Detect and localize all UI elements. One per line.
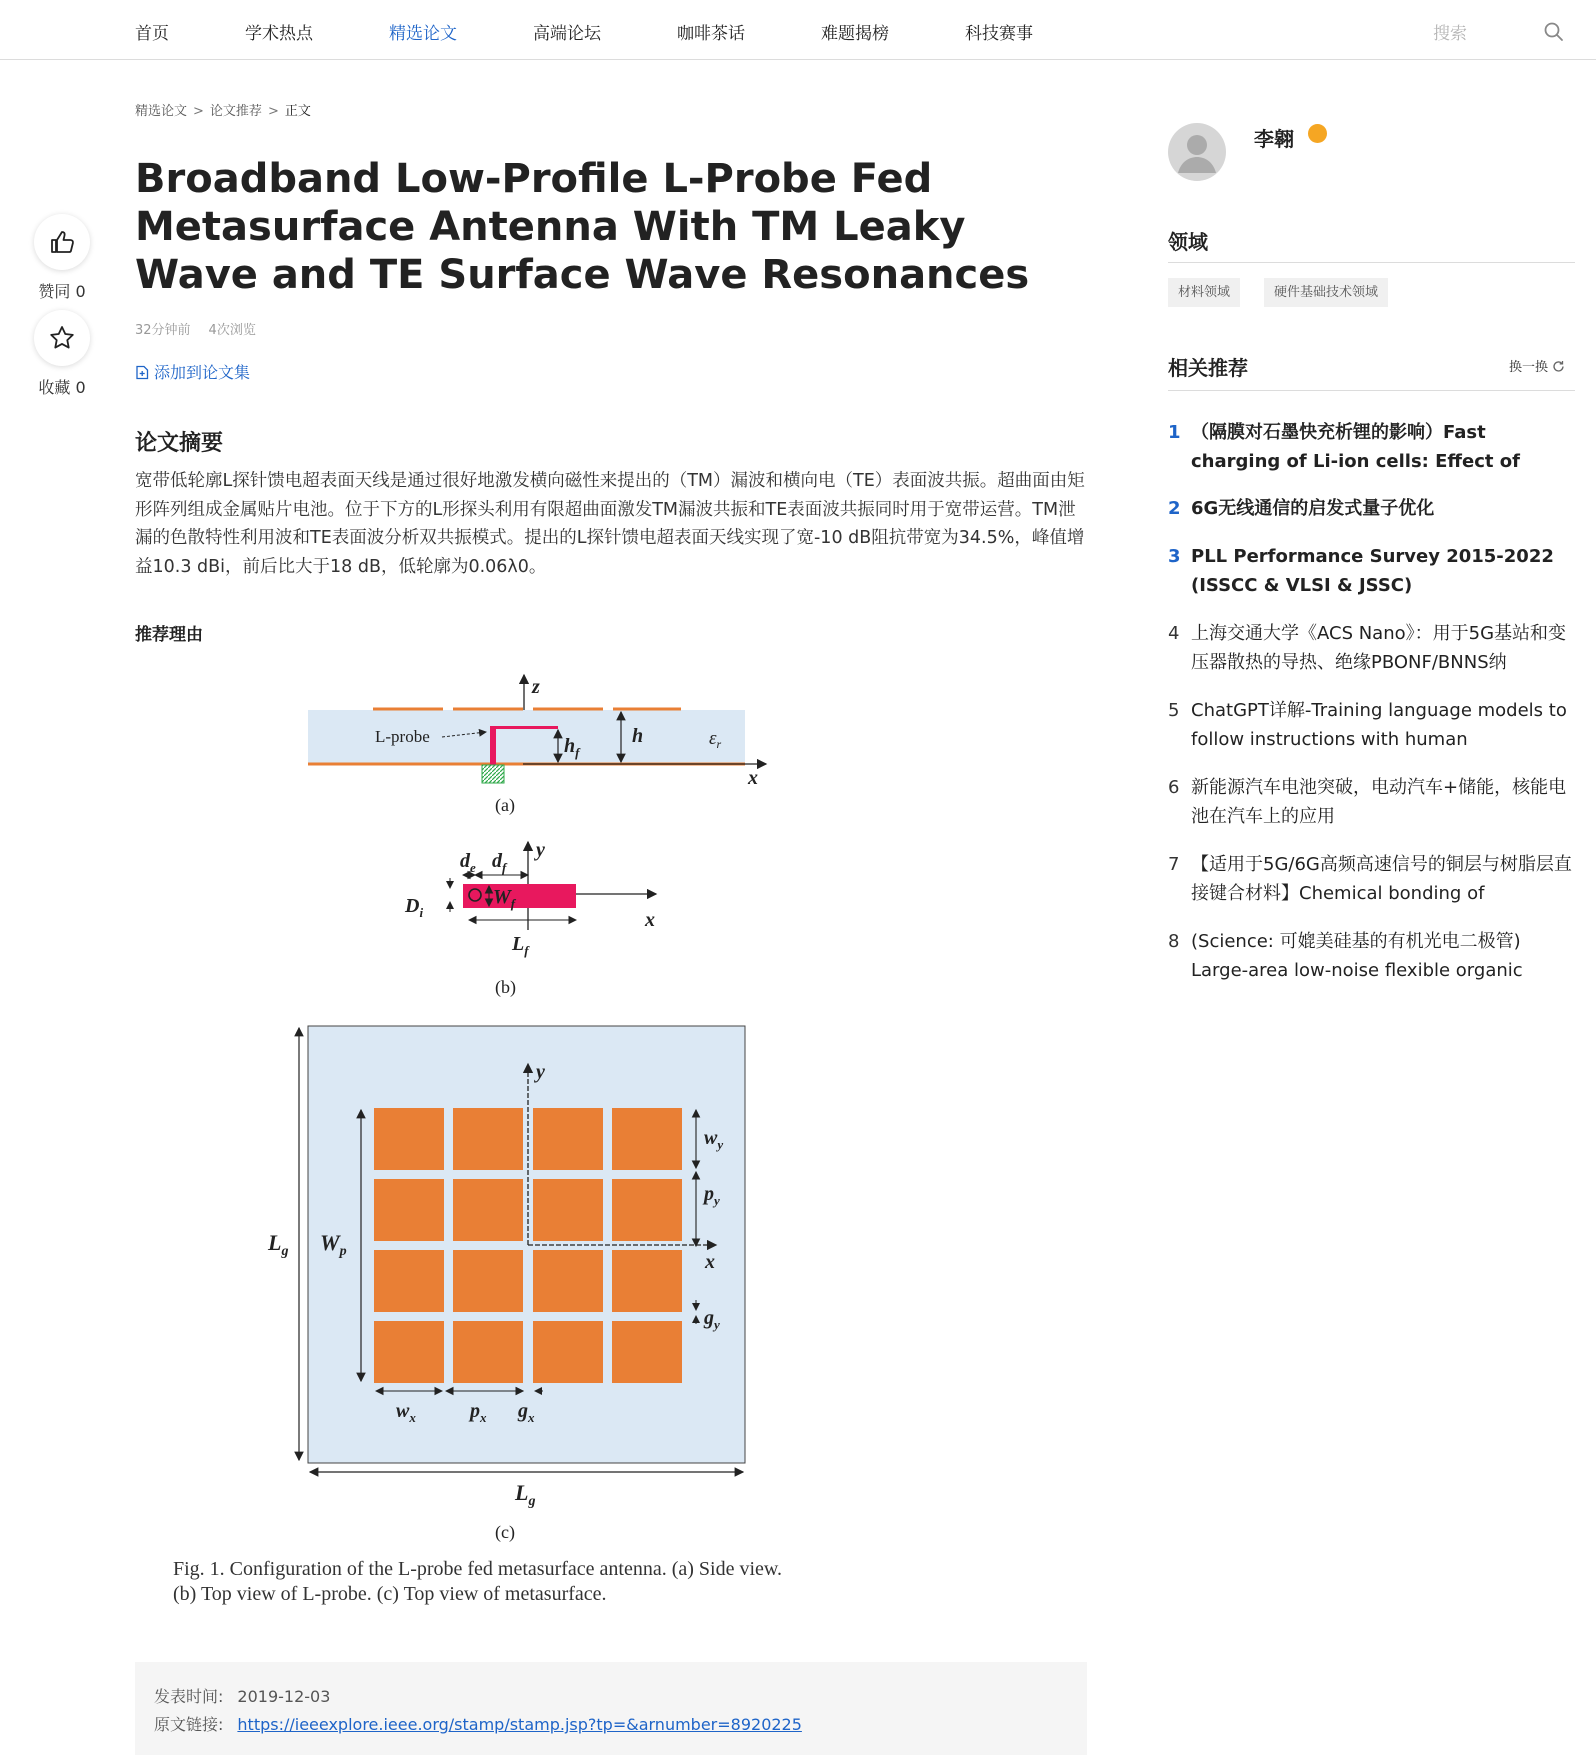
rec-title: 【适用于5G/6G高频高速信号的铜层与树脂层直接键合材料】Chemical bonding of [1191, 854, 1572, 904]
publish-date-label: 发表时间: [154, 1687, 224, 1706]
publish-row [154, 1684, 330, 1707]
svg-text:x: x [705, 1251, 715, 1273]
user-icon [1168, 123, 1226, 181]
nav-coffee-talk[interactable]: 咖啡茶话 [677, 24, 745, 44]
nav-challenges[interactable]: 难题揭榜 [821, 24, 889, 44]
breadcrumb: 精选论文 > 论文推荐 > 正文 [135, 104, 311, 119]
panel-label-a: (a) [495, 795, 515, 815]
svg-text:εr: $\varepsilon_r$ [709, 728, 722, 751]
breadcrumb-recommendations[interactable]: 论文推荐 [209, 104, 262, 119]
author-avatar[interactable] [1168, 123, 1226, 181]
refresh-button[interactable] [1509, 356, 1565, 375]
divider [1168, 390, 1575, 391]
thumbs-up-icon [48, 228, 76, 256]
svg-text:gy: $g_y$ [704, 1307, 720, 1332]
rec-title: 6G无线通信的启发式量子优化 [1191, 498, 1435, 519]
panel-label-c: (c) [495, 1522, 515, 1542]
publish-date: 2019-12-03 [237, 1687, 331, 1706]
rec-title: (Science: 可媲美硅基的有机光电二极管) Large-area low-noise flexible organic [1191, 931, 1523, 981]
rec-rank: 4 [1168, 623, 1180, 644]
panel-label-b: (b) [495, 977, 516, 997]
probe-top-view-diagram [404, 839, 656, 998]
like-button[interactable] [34, 214, 90, 270]
search-input[interactable]: 搜索 [1433, 24, 1467, 44]
breadcrumb-selected-papers[interactable]: 精选论文 [135, 104, 188, 119]
rec-rank: 8 [1168, 931, 1180, 952]
svg-text:Di: $D_i$ [405, 895, 424, 920]
svg-text:df: $d_f$ [492, 850, 507, 875]
add-file-icon [135, 365, 150, 380]
favorite-count: 收藏 0 [38, 378, 86, 397]
svg-text:hf: $h_f$ [564, 735, 580, 760]
svg-text:py: $p_y$ [704, 1183, 720, 1208]
verified-badge-icon [1308, 124, 1327, 143]
publication-info [135, 1662, 1087, 1755]
svg-text:y: y [536, 839, 545, 861]
nav-high-end-forum[interactable]: 高端论坛 [533, 24, 601, 44]
refresh-label: 换一换 [1509, 360, 1549, 375]
svg-text:y: y [536, 1061, 545, 1083]
svg-text:Lg: $L_g$ [515, 1480, 536, 1509]
add-to-collection-link[interactable] [135, 360, 250, 383]
reason-heading: 推荐理由 [135, 625, 203, 645]
svg-text:Lf: $L_f$ [512, 933, 529, 958]
top-nav [0, 0, 1596, 60]
add-to-collection-label: 添加到论文集 [154, 363, 251, 382]
view-count: 4次浏览 [208, 323, 256, 338]
abstract-heading: 论文摘要 [135, 431, 224, 456]
abstract-text: 宽带低轮廓L探针馈电超表面天线是通过很好地激发横向磁性来提出的（TM）漏波和横向电（TE）表面波共振。超曲面由矩形阵列组成金属贴片电池。位于下方的L形探头利用有限超曲面激发TM漏波共振和TE表面波共振同时用于宽带运营。TM泄漏的色散特性利用波和TE表面波分析双共振模式。提出的L探针馈电超表面天线实现了宽-10 dB阻抗带宽为34.5%，峰值增益10.3 dBi，前后比大于18 dB，低轮廓为0.06λ0。 [135, 471, 1085, 577]
rec-rank: 5 [1168, 700, 1180, 721]
svg-text:wx: $w_x$ [396, 1400, 416, 1425]
search-icon[interactable] [1543, 21, 1565, 43]
side-view-diagram [308, 675, 766, 816]
rec-rank: 2 [1168, 498, 1181, 519]
rec-title: ChatGPT详解-Training language models to follow instructions with human [1191, 700, 1567, 750]
favorite-button[interactable] [34, 310, 90, 366]
nav-competitions[interactable]: 科技赛事 [965, 24, 1033, 44]
nav-selected-papers[interactable]: 精选论文 [389, 24, 457, 44]
star-icon [48, 324, 76, 352]
rec-rank: 7 [1168, 854, 1180, 875]
nav-academic-hotspot[interactable]: 学术热点 [245, 24, 313, 44]
svg-text:x: x [645, 909, 655, 931]
article-title: Broadband Low-Profile L-Probe Fed Metasurface Antenna With TM Leaky Wave and TE Surface Wave Resonances [135, 156, 1030, 298]
lprobe-label: L-probe [375, 727, 430, 746]
field-heading: 领域 [1168, 230, 1208, 254]
tag-hardware[interactable]: 硬件基础技术领域 [1264, 278, 1388, 307]
svg-text:wy: $w_y$ [704, 1127, 724, 1152]
tag-materials[interactable]: 材料领域 [1168, 278, 1240, 307]
rec-title: （隔膜对石墨快充析锂的影响）Fast charging of Li-ion cells: Effect of [1191, 422, 1520, 472]
published-ago: 32分钟前 [135, 323, 191, 338]
divider [1168, 262, 1575, 263]
article-meta [135, 319, 256, 338]
related-heading: 相关推荐 [1168, 356, 1248, 380]
rec-rank: 6 [1168, 777, 1180, 798]
svg-text:px: $p_x$ [470, 1400, 487, 1425]
nav-home[interactable]: 首页 [135, 24, 169, 44]
antenna-configuration-figure [160, 660, 920, 1620]
like-count: 赞同 0 [38, 282, 86, 301]
rec-rank: 1 [1168, 422, 1181, 443]
svg-text:Lg: $L_g$ [268, 1230, 289, 1259]
svg-text:x: x [748, 767, 758, 789]
svg-text:gx: $g_x$ [518, 1400, 535, 1425]
rec-rank: 3 [1168, 546, 1181, 567]
source-link-row [154, 1712, 802, 1735]
svg-text:h: h [632, 725, 644, 747]
svg-text:Wf: $W_f$ [493, 886, 516, 911]
svg-text:de: $d_e$ [460, 850, 476, 875]
rec-title: 上海交通大学《ACS Nano》：用于5G基站和变压器散热的导热、绝缘PBONF/BNNS纳 [1191, 623, 1567, 673]
figure-caption: Fig. 1. Configuration of the L-probe fed metasurface antenna. (a) Side view. (b) Top view of L-probe. (c) Top view of metasurface. [173, 1558, 783, 1605]
source-link-label: 原文链接: [154, 1715, 224, 1734]
metasurface-top-view-diagram [267, 1026, 745, 1543]
rec-title: PLL Performance Survey 2015-2022 (ISSCC & VLSI & JSSC) [1191, 546, 1554, 596]
source-link[interactable]: https://ieeexplore.ieee.org/stamp/stamp.jsp?tp=&arnumber=8920225 [237, 1715, 802, 1734]
refresh-icon [1552, 360, 1565, 373]
rec-title: 新能源汽车电池突破，电动汽车+储能，核能电池在汽车上的应用 [1191, 777, 1567, 827]
breadcrumb-current: 正文 [284, 104, 311, 119]
svg-text:z: z [532, 676, 540, 698]
svg-text:Wp: $W_p$ [320, 1230, 347, 1259]
author-name[interactable]: 李翱 [1254, 127, 1294, 151]
